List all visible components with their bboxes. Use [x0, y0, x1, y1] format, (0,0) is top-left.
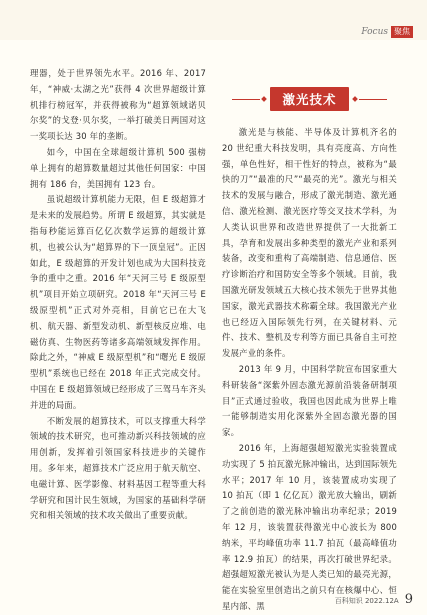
publication-source: 百科知识 2022.12A — [334, 597, 399, 605]
paragraph: 不断发展的超算技术，可以支撑重大科学领域的技术研究，也可推动新兴科技领域的应用创新，发挥着引领国家科技进步的关键作用。多年来，超算技术广泛应用于航天航空、电磁计算、医学影像、材料基因工程等重大科学研究和国计民生领域，为国家的基础科学研究和相关领域的技术攻关做出了重要贡献。 — [30, 415, 206, 521]
section-title-box — [222, 86, 397, 112]
title-ornament-right — [352, 96, 358, 102]
right-column — [222, 125, 397, 615]
paragraph: 激光是与核能、半导体及计算机齐名的 20 世纪重大科技发明，具有亮度高、方向性强，单色性好，相干性好的特点，被称为“最快的刀”“最准的尺”“最亮的光”。激光与相关技术的发展与融合，形成了激光制造、激光通信、激光检测、激光医疗等交叉技术学科，为人类认识世界和改造世界提供了一大批新工具，孕育和发展出多种类型的激光产业和系列装备，改变和重构了高端制造、信息通信、医疗诊断治疗和国防安全等多个领域。目前，我国激光研发领域五大核心技术领先于世界其他国家，激光武器技术称霸全球。我国激光产业也已经迈入国际领先行列，在关键材料、元件、技术、整机及专利等方面已具备自主可控发展产业的条件。 — [222, 127, 397, 359]
title-divider-left — [232, 99, 260, 100]
paragraph: 如今，中国在全球超级计算机 500 强榜单上拥有的超算数量超过其他任何国家：中国拥有 186 台，美国拥有 123 台。 — [30, 146, 206, 189]
section-header — [361, 26, 413, 38]
paragraph: 理器，处于世界领先水平。2016 年、2017 年，“神威·太湖之光”获得 4 次世界超级计算机排行榜冠军，并获得被称为“超算领域诺贝尔奖”的戈登·贝尔奖，一举打破美日两国对这一奖项长达 30 年的垄断。 — [30, 68, 206, 142]
title-ornament-left — [261, 96, 267, 102]
paragraph: 2013 年 9 月，中国科学院宣布国家重大科研装备“深紫外固态激光源前沿装备研制项目”正式通过验收，我国也因此成为世界上唯一能够制造实用化深紫外全固态激光器的国家。 — [222, 363, 397, 438]
page-number: 9 — [404, 592, 413, 607]
section-label-en: Focus — [361, 27, 388, 37]
left-column — [30, 66, 206, 524]
paragraph: 2016 年，上海超强超短激光实验装置成功实现了 5 拍瓦激光脉冲输出，达到国际领先水平；2017 年 10 月，该装置成功实现了 10 拍瓦（即 1 亿亿瓦）激光放大输出，刷新了之前创造的激光脉冲输出功率纪录；2019 年 12 月，该装置获得激光中心波长为 800 纳米，平均峰值功率 11.7 拍瓦（最高峰值功率 12.9 拍瓦）的结果，再次打破世界纪录。超强超短激光被认为是人类已知的最亮光源，能在实验室里创造出之前只有在核爆中心、恒星内部、黑 — [222, 442, 397, 611]
paragraph: 虽说超级计算机能力无限，但 E 级超算才是未来的发展趋势。所谓 E 级超算，其实就是指每秒能运算百亿亿次数学运算的超级计算机，也被公认为“超算界的下一顶皇冠”。正因如此，E 级超算的开发计划也成为大国科技竞争的重中之重。2016 年“天河三号 E 级原型机”项目开始立项研究。2018 年“天河三号 E 级原型机”正式对外亮相，目前它已在大飞机、航天器、新型发动机、新型核反应堆、电磁仿真、生物医药等诸多高端领域发挥作用。除此之外，“神威 E 级原型机”和“曙光 E 级原型机”系统也已经在 2018 年正式完成交付。中国在 E 级超算领域已经形成了三驾马车齐头并进的局面。 — [30, 194, 206, 410]
page-footer — [335, 592, 413, 607]
section-label-cn: 聚焦 — [391, 26, 413, 38]
section-title: 激光技术 — [270, 87, 348, 111]
title-divider-right — [359, 99, 387, 100]
